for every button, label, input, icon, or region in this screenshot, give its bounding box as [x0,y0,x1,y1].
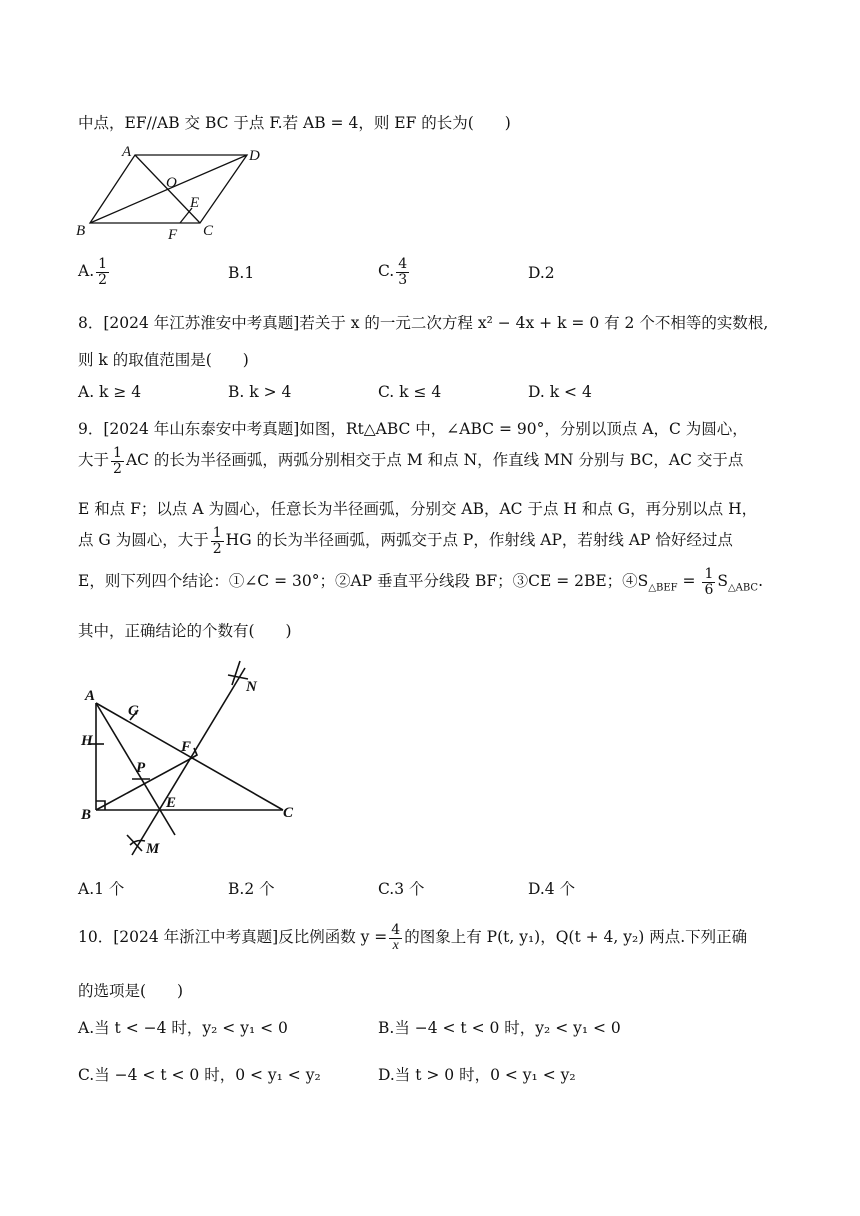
q9-label-N: N [246,679,257,695]
q10-stem-line2: 的选项是( ) [78,982,184,1000]
q7-option-d: D.2 [528,264,555,282]
q9-label-P: P [136,760,146,776]
q9-label-E: E [166,795,177,811]
q8-option-b: B. k > 4 [228,383,292,401]
q7-option-a: A. $\frac{1}{2}$ [78,256,108,288]
q10-option-d: D.当 t > 0 时，0 < y₁ < y₂ [378,1066,576,1084]
q9-label-C: C [283,805,294,821]
q7-label-F: F [168,227,178,243]
q9-option-c: C.3 个 [378,880,425,898]
q9-option-b: B.2 个 [228,880,275,898]
q8-option-a: A. k ≥ 4 [78,383,142,401]
q7-parallelogram-figure [70,140,270,250]
q9-label-A: A [85,688,96,704]
q9-stem-line1: 9．[2024 年山东泰安中考真题]如图，Rt△ABC 中，∠ABC = 90°，分别以顶点 A，C 为圆心， [78,420,748,438]
q8-stem-line1: 8．[2024 年江苏淮安中考真题]若关于 x 的一元二次方程 x² − 4x + k = 0 有 2 个不相等的实数根, [78,314,769,332]
q8-option-c: C. k ≤ 4 [378,383,442,401]
q10-option-b: B.当 −4 < t < 0 时，y₂ < y₁ < 0 [378,1019,621,1037]
q8-stem-line2: 则 k 的取值范围是( ) [78,351,249,369]
q9-label-M: M [146,841,160,857]
q9-option-d: D.4 个 [528,880,576,898]
q9-label-B: B [81,807,92,823]
q10-option-c: C.当 −4 < t < 0 时，0 < y₁ < y₂ [78,1066,321,1084]
q9-stem-line3: E 和点 F；以点 A 为圆心，任意长为半径画弧，分别交 AB，AC 于点 H 和点 G，再分别以点 H， [78,500,758,518]
q7-option-b: B.1 [228,264,255,282]
q9-label-G: G [128,703,139,719]
q7-option-c: C. $\frac{4}{3}$ [378,256,408,288]
q9-stem-line2: 大于 $\frac{1}{2}$ AC 的长为半径画弧，两弧分别相交于点 M 和点 N，作直线 MN 分别与 BC，AC 交于点 [78,445,744,477]
q9-triangle-figure [70,655,310,865]
q7-label-E: E [190,195,200,211]
q9-option-a: A.1 个 [78,880,125,898]
q9-label-H: H [81,733,93,749]
q8-option-d: D. k < 4 [528,383,592,401]
q7-label-D: D [249,148,260,164]
q7-stem: 中点，EF//AB 交 BC 于点 F.若 AB = 4，则 EF 的长为( ) [78,114,511,132]
q9-label-F: F [181,739,192,755]
q9-stem-line6: 其中，正确结论的个数有( ) [78,622,292,640]
q7-label-O: O [166,175,177,191]
q10-stem-line1: 10．[2024 年浙江中考真题]反比例函数 y = $\frac{4}{x}$ 的图象上有 P(t, y₁)，Q(t + 4, y₂) 两点.下列正确 [78,922,748,953]
q9-stem-line4: 点 G 为圆心，大于 $\frac{1}{2}$ HG 的长为半径画弧，两弧交于点 P，作射线 AP，若射线 AP 恰好经过点 [78,525,733,557]
q10-option-a: A.当 t < −4 时，y₂ < y₁ < 0 [78,1019,288,1037]
q7-label-A: A [122,144,132,160]
q7-label-C: C [203,223,214,239]
q7-label-B: B [76,223,86,239]
q9-stem-line5: E，则下列四个结论：①∠C = 30°；②AP 垂直平分线段 BF；③CE = 2BE；$④S_{\triangle BEF}$ = $\frac{1}{6}$ $S_{\triangle ABC}$. [78,566,764,598]
